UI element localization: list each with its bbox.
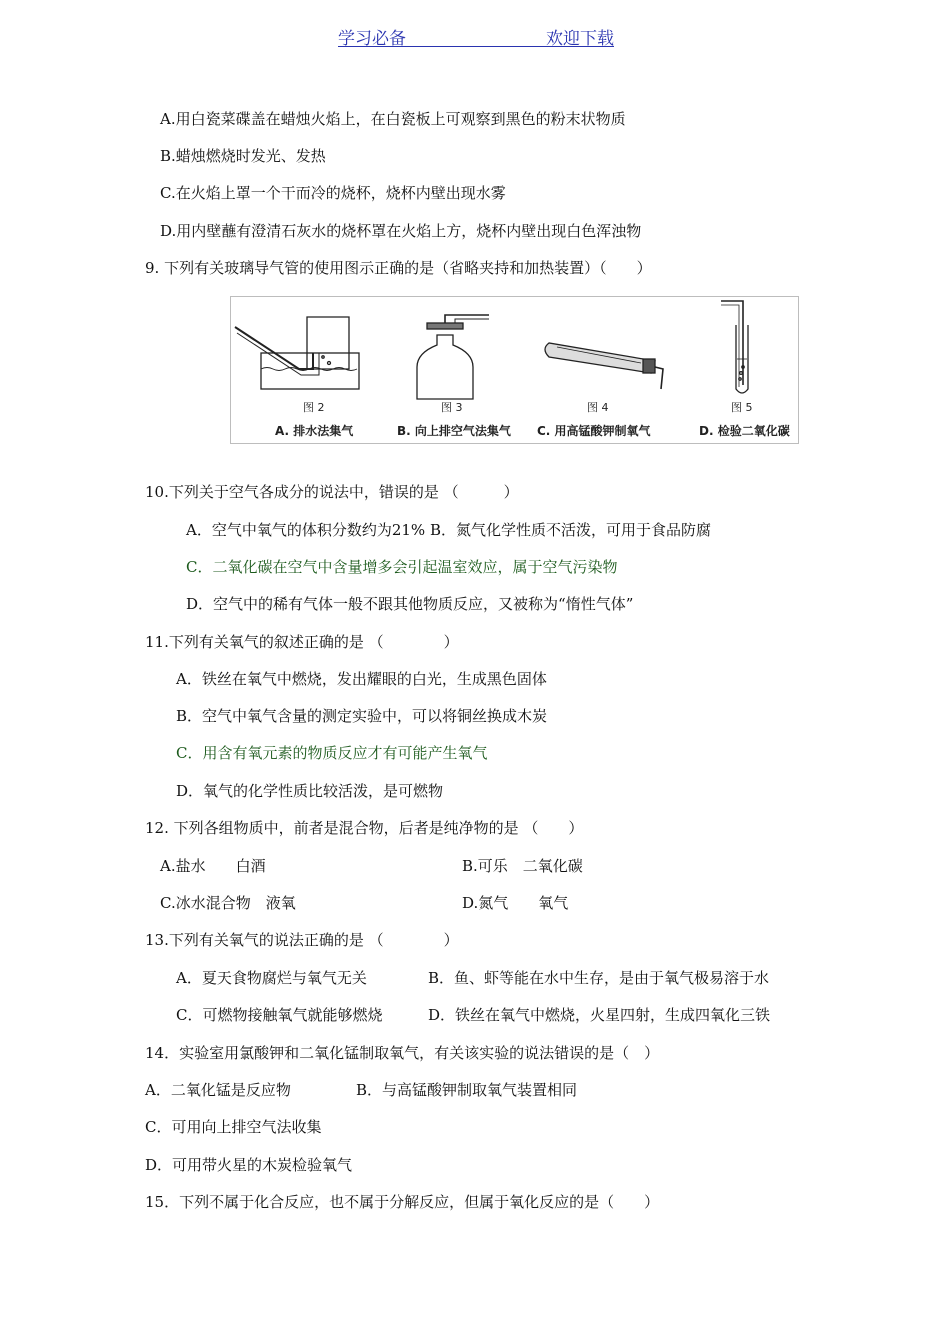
- q11-option-a: A．铁丝在氧气中燃烧，发出耀眼的白光，生成黑色固体: [176, 670, 547, 688]
- figure-3-label: 图 3: [441, 401, 463, 414]
- q10-option-ab: A．空气中氧气的体积分数约为21% B．氮气化学性质不活泼，可用于食品防腐: [186, 521, 711, 539]
- q9-figure-panel: [230, 296, 799, 444]
- q13-option-b: B．鱼、虾等能在水中生存，是由于氧气极易溶于水: [428, 969, 770, 987]
- q9-apparatus-drawing: [231, 297, 798, 443]
- q10-option-c: C．二氧化碳在空气中含量增多会引起温室效应，属于空气污染物: [186, 558, 618, 576]
- header-underline: [338, 46, 614, 47]
- figure-3-caption: B. 向上排空气法集气: [397, 424, 511, 438]
- q15-stem: 15．下列不属于化合反应，也不属于分解反应，但属于氧化反应的是（ ）: [145, 1193, 660, 1211]
- q9-stem: 9. 下列有关玻璃导气管的使用图示正确的是（省略夹持和加热装置）（ ）: [145, 259, 652, 277]
- q14-stem: 14．实验室用氯酸钾和二氧化锰制取氧气，有关该实验的说法错误的是（ ）: [145, 1044, 660, 1062]
- q11-option-d: D．氧气的化学性质比较活泼，是可燃物: [176, 782, 444, 800]
- header-left-text: 学习必备: [338, 29, 406, 49]
- q13-option-c: C．可燃物接触氧气就能够燃烧: [176, 1006, 383, 1024]
- q12-option-c: C.冰水混合物 液氧: [160, 894, 296, 912]
- q12-stem: 12. 下列各组物质中，前者是混合物，后者是纯净物的是 （ ）: [145, 819, 584, 837]
- figure-2-drawing: [235, 317, 359, 389]
- q11-stem: 11.下列有关氧气的叙述正确的是 （ ）: [145, 633, 459, 651]
- q12-option-d: D.氮气 氧气: [462, 894, 569, 912]
- q10-stem: 10.下列关于空气各成分的说法中，错误的是 （ ）: [145, 483, 519, 501]
- q11-option-c: C．用含有氧元素的物质反应才有可能产生氧气: [176, 744, 488, 762]
- q8-option-d: D.用内壁蘸有澄清石灰水的烧杯罩在火焰上方，烧杯内壁出现白色浑浊物: [160, 222, 642, 240]
- figure-2-label: 图 2: [303, 401, 325, 414]
- q8-option-c: C.在火焰上罩一个干而冷的烧杯，烧杯内壁出现水雾: [160, 184, 506, 202]
- q11-option-b: B．空气中氧气含量的测定实验中，可以将铜丝换成木炭: [176, 707, 548, 725]
- q13-stem: 13.下列有关氧气的说法正确的是 （ ）: [145, 931, 459, 949]
- q8-option-a: A.用白瓷菜碟盖在蜡烛火焰上，在白瓷板上可观察到黑色的粉末状物质: [160, 110, 626, 128]
- figure-3-drawing: [417, 315, 489, 399]
- q14-option-a: A．二氧化锰是反应物: [145, 1081, 291, 1099]
- q12-option-a: A.盐水 白酒: [160, 857, 266, 875]
- q10-option-d: D．空气中的稀有气体一般不跟其他物质反应，又被称为“惰性气体”: [186, 595, 634, 613]
- q13-option-a: A．夏天食物腐烂与氧气无关: [176, 969, 367, 987]
- q8-option-b: B.蜡烛燃烧时发光、发热: [160, 147, 326, 165]
- figure-2-caption: A. 排水法集气: [275, 424, 354, 438]
- figure-5-caption: D. 检验二氧化碳: [699, 424, 790, 438]
- figure-5-label: 图 5: [731, 401, 753, 414]
- header-right-text: 欢迎下载: [546, 29, 614, 49]
- q13-option-d: D．铁丝在氧气中燃烧，火星四射，生成四氧化三铁: [428, 1006, 771, 1024]
- q14-option-b: B．与高锰酸钾制取氧气装置相同: [356, 1081, 578, 1099]
- q12-option-b: B.可乐 二氧化碳: [462, 857, 583, 875]
- figure-5-drawing: [721, 301, 748, 393]
- figure-4-drawing: [545, 343, 663, 389]
- figure-4-caption: C. 用高锰酸钾制氧气: [537, 424, 651, 438]
- q14-option-d: D．可用带火星的木炭检验氧气: [145, 1156, 353, 1174]
- figure-4-label: 图 4: [587, 401, 609, 414]
- q14-option-c: C．可用向上排空气法收集: [145, 1118, 322, 1136]
